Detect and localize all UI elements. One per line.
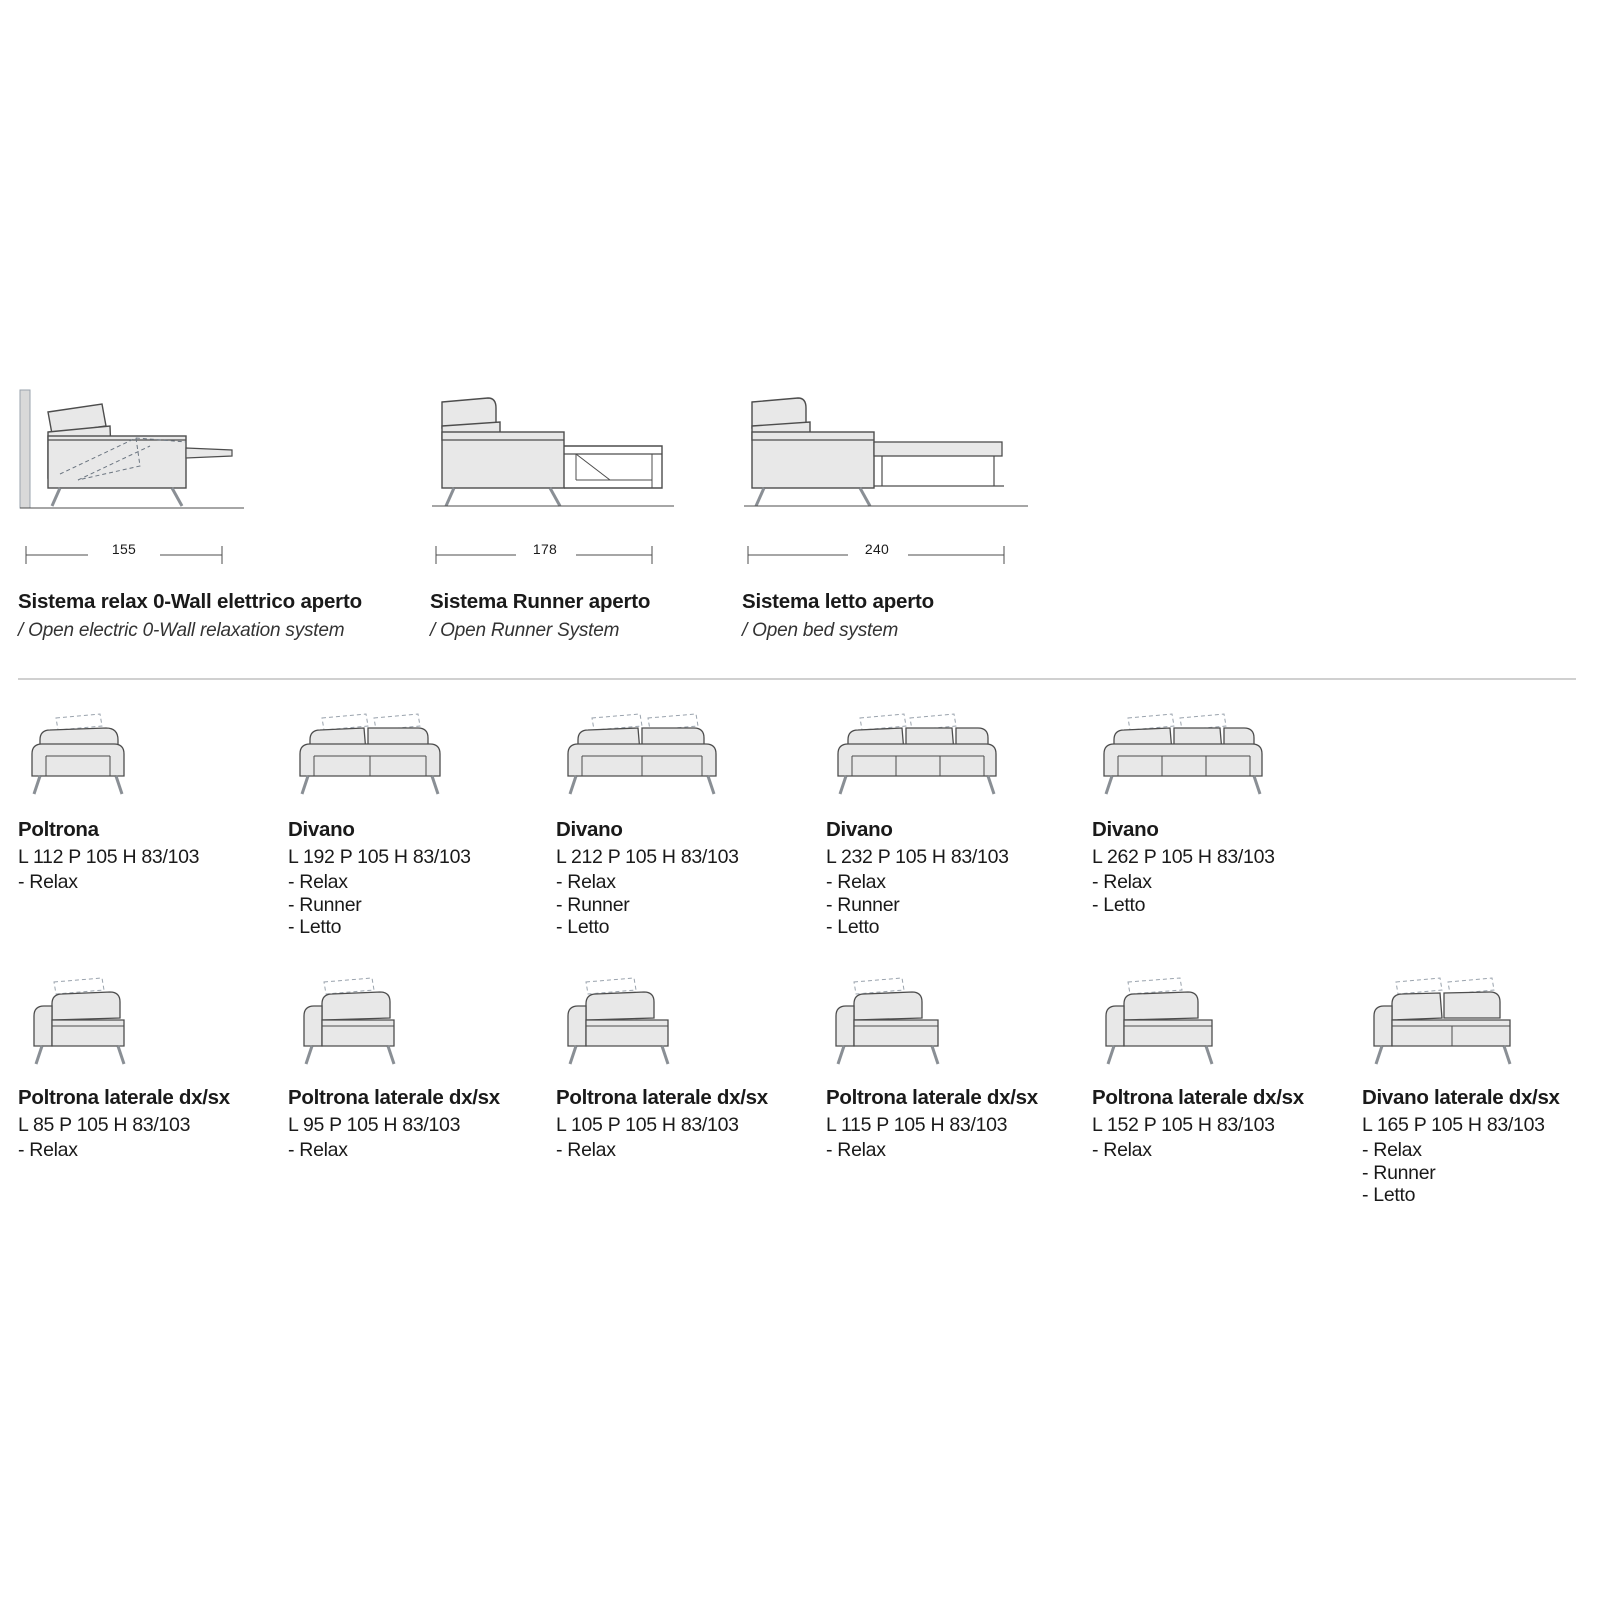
product-option: - Letto xyxy=(826,916,880,939)
system-title: Sistema letto aperto xyxy=(742,590,934,613)
product-card-poltrona-laterale-152 xyxy=(1092,968,1342,1162)
system-block-runner xyxy=(430,380,730,642)
product-option: - Relax xyxy=(556,1139,616,1161)
product-card-divano-192 xyxy=(288,700,538,939)
product-dimensions: L 112 P 105 H 83/103 xyxy=(18,846,200,868)
system-subtitle: / Open bed system xyxy=(742,620,899,641)
system-block-relax-0wall xyxy=(18,380,408,642)
system-dimension-value: 240 xyxy=(864,541,890,557)
product-drawing xyxy=(288,968,538,1078)
system-dimension-value: 155 xyxy=(111,541,137,557)
product-card-poltrona-laterale-105 xyxy=(556,968,806,1162)
product-option: - Relax xyxy=(826,871,886,893)
product-card-poltrona-laterale-85 xyxy=(18,968,268,1162)
product-drawing xyxy=(18,700,268,810)
product-option: - Relax xyxy=(18,1139,78,1161)
system-dimension-value: 178 xyxy=(532,541,558,557)
system-drawing-bed xyxy=(742,380,1082,540)
product-name: Poltrona laterale dx/sx xyxy=(1092,1086,1304,1109)
product-name: Poltrona laterale dx/sx xyxy=(288,1086,500,1109)
system-block-bed xyxy=(742,380,1082,642)
system-drawing-relax-0wall xyxy=(18,380,408,540)
product-drawing xyxy=(826,700,1076,810)
product-name: Divano xyxy=(288,818,355,841)
product-drawing xyxy=(288,700,538,810)
product-option: - Relax xyxy=(1092,871,1152,893)
product-option: - Letto xyxy=(1362,1184,1416,1207)
product-dimensions: L 95 P 105 H 83/103 xyxy=(288,1114,461,1136)
product-drawing xyxy=(826,968,1076,1078)
product-dimensions: L 262 P 105 H 83/103 xyxy=(1092,846,1275,868)
product-card-divano-212 xyxy=(556,700,806,939)
product-drawing xyxy=(556,700,806,810)
product-name: Poltrona xyxy=(18,818,99,841)
product-name: Divano xyxy=(826,818,893,841)
system-dimension-line-runner xyxy=(430,540,660,566)
product-card-poltrona-112 xyxy=(18,700,268,894)
product-name: Divano xyxy=(556,818,623,841)
product-option: - Relax xyxy=(1092,1139,1152,1161)
product-card-divano-laterale-165 xyxy=(1362,968,1600,1207)
product-option: - Relax xyxy=(288,1139,348,1161)
product-dimensions: L 152 P 105 H 83/103 xyxy=(1092,1114,1275,1136)
product-option: - Runner xyxy=(288,893,362,916)
system-title: Sistema relax 0-Wall elettrico aperto xyxy=(18,590,362,613)
product-dimensions: L 115 P 105 H 83/103 xyxy=(826,1114,1008,1136)
product-dimensions: L 105 P 105 H 83/103 xyxy=(556,1114,739,1136)
product-option: - Runner xyxy=(826,893,900,916)
product-card-divano-262 xyxy=(1092,700,1342,916)
product-drawing xyxy=(556,968,806,1078)
product-option: - Relax xyxy=(556,871,616,893)
product-option: - Relax xyxy=(18,871,78,893)
product-name: Poltrona laterale dx/sx xyxy=(556,1086,768,1109)
product-name: Poltrona laterale dx/sx xyxy=(18,1086,230,1109)
product-card-divano-232 xyxy=(826,700,1076,939)
product-drawing xyxy=(18,968,268,1078)
product-drawing xyxy=(1092,700,1342,810)
product-option: - Letto xyxy=(1092,893,1146,916)
system-subtitle: / Open electric 0-Wall relaxation system xyxy=(18,620,345,641)
product-drawing xyxy=(1362,968,1600,1078)
product-dimensions: L 165 P 105 H 83/103 xyxy=(1362,1114,1545,1136)
system-subtitle: / Open Runner System xyxy=(430,620,620,641)
product-option: - Relax xyxy=(288,871,348,893)
product-name: Poltrona laterale dx/sx xyxy=(826,1086,1038,1109)
product-card-poltrona-laterale-115 xyxy=(826,968,1076,1162)
product-option: - Letto xyxy=(288,916,342,939)
product-dimensions: L 85 P 105 H 83/103 xyxy=(18,1114,191,1136)
product-dimensions: L 212 P 105 H 83/103 xyxy=(556,846,739,868)
system-dimension-line-bed xyxy=(742,540,1012,566)
product-drawing xyxy=(1092,968,1342,1078)
section-divider xyxy=(18,678,1576,680)
product-name: Divano laterale dx/sx xyxy=(1362,1086,1560,1109)
product-option: - Letto xyxy=(556,916,610,939)
product-dimensions: L 192 P 105 H 83/103 xyxy=(288,846,471,868)
system-title: Sistema Runner aperto xyxy=(430,590,651,613)
product-option: - Relax xyxy=(826,1139,886,1161)
system-drawing-runner xyxy=(430,380,730,540)
product-card-poltrona-laterale-95 xyxy=(288,968,538,1162)
open-systems-section xyxy=(0,380,1600,650)
product-name: Divano xyxy=(1092,818,1159,841)
product-option: - Relax xyxy=(1362,1139,1422,1161)
product-option: - Runner xyxy=(556,893,630,916)
product-dimensions: L 232 P 105 H 83/103 xyxy=(826,846,1009,868)
system-dimension-line-relax-0wall xyxy=(18,540,230,566)
product-option: - Runner xyxy=(1362,1161,1436,1184)
